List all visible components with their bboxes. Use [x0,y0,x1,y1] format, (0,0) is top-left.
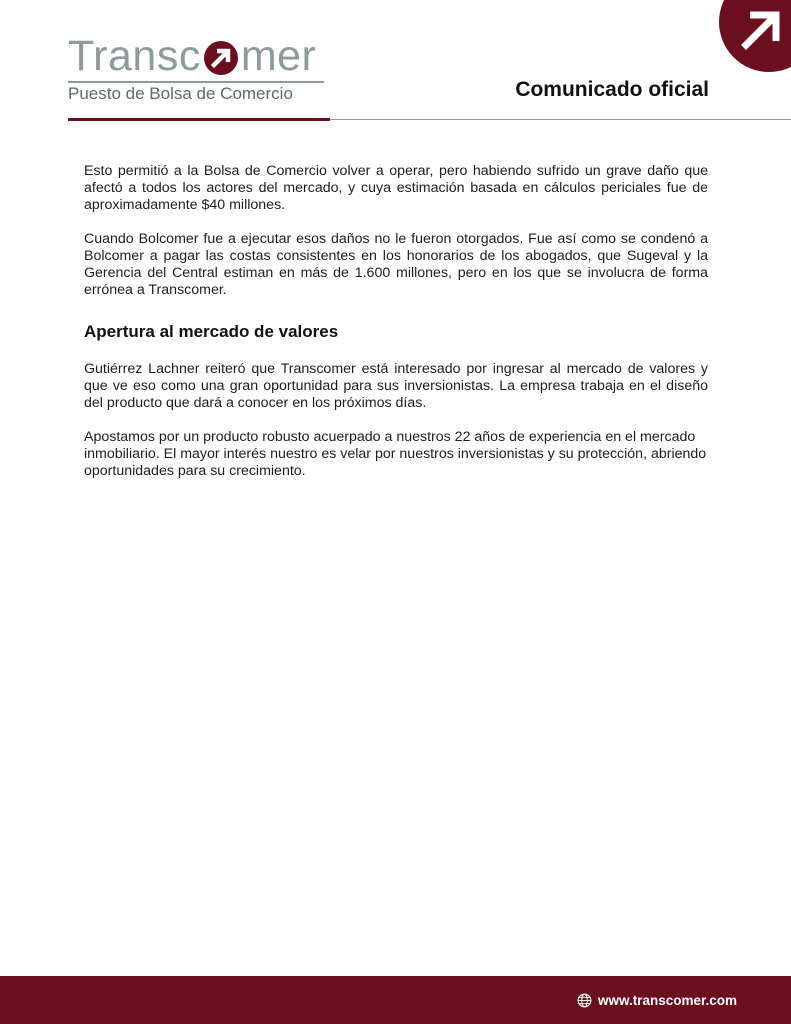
header-rule-accent [68,118,330,121]
logo-text-end: mer [240,32,317,80]
logo-text-start: Transc [68,32,201,80]
paragraph: Cuando Bolcomer fue a ejecutar esos daños no le fueron otorgados. Fue así como se condenó a Bolcomer a pagar las costas consistentes en los honorarios de los abogados, que Sugeval y la Gerencia del Central estiman en más de 1.600 millones, pero en los que se involucra de forma errónea a Transcomer. [84,231,708,298]
paragraph: Gutiérrez Lachner reiteró que Transcomer está interesado por ingresar al mercado de valores y que ve eso como una gran oportunidad para sus inversionistas. La empresa trabaja en el diseño del producto que dará a conocer en los próximos días. [84,361,708,411]
paragraph: Apostamos por un producto robusto acuerpado a nuestros 22 años de experiencia en el mercado inmobiliario. El mayor interés nuestro es velar por nuestros inversionistas y su protección, abriendo oportunidades para su crecimiento. [84,429,707,479]
globe-icon [577,993,592,1008]
arrow-up-right-icon [719,0,791,72]
logo-wordmark [68,34,330,78]
logo-divider [68,81,324,83]
arrow-circle-icon [203,40,239,76]
logo-subtitle: Puesto de Bolsa de Comercio [68,84,293,103]
document-body [84,163,708,497]
document-type-title: Comunicado oficial [515,78,709,101]
header-rule [330,119,791,120]
website-link[interactable] [577,993,737,1008]
section-heading: Apertura al mercado de valores [84,322,339,341]
company-logo [68,34,330,104]
paragraph: Esto permitió a la Bolsa de Comercio volver a operar, pero habiendo sufrido un grave daño que afectó a todos los actores del mercado, y cuya estimación basada en cálculos periciales fue de aproximadamente $40 millones. [84,163,708,213]
footer-bar [0,976,791,1024]
website-url: www.transcomer.com [597,992,737,1008]
